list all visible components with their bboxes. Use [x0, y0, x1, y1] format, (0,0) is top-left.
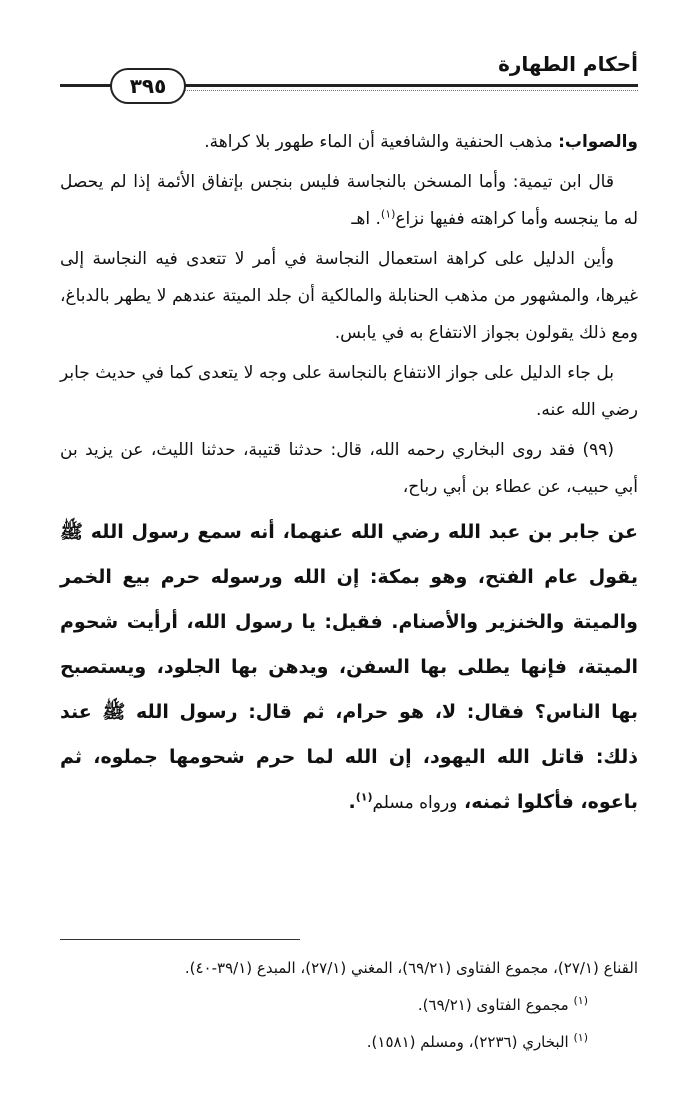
paragraph-end: . اهـ [351, 209, 381, 229]
footnote-2 [60, 1024, 638, 1061]
paragraph-text: بل جاء الدليل على جواز الانتفاع بالنجاسة على وجه لا يتعدى كما في حديث جابر رضي الله عنه. [60, 363, 638, 420]
footnotes [60, 950, 638, 1061]
footnote-continued: القناع (٢٧/١)، مجموع الفتاوى (٦٩/٢١)، المغني (٢٧/١)، المبدع (٣٩/١-٤٠). [184, 959, 638, 977]
paragraph-jabir [60, 355, 638, 429]
paragraph-correct-view [60, 124, 638, 161]
paragraph-evidence [60, 241, 638, 352]
paragraph-text: قال ابن تيمية: وأما المسخن بالنجاسة فليس بنجس بإتفاق الأئمة إذا لم يحصل له ما ينجسه وأما كراهته ففيها نزاع [60, 172, 638, 229]
hadith-text [60, 510, 638, 826]
paragraph-ibn-taymiyya [60, 164, 638, 238]
footnote-ref: (١) [355, 790, 373, 804]
paragraph-text: مذهب الحنفية والشافعية أن الماء طهور بلا كراهة. [204, 132, 553, 152]
main-text [60, 124, 638, 829]
footnote-text: مجموع الفتاوى (٦٩/٢١). [417, 996, 569, 1014]
footnote-number: (١) [573, 994, 588, 1007]
header-rule-dotted [180, 90, 638, 91]
footnote-divider [60, 939, 300, 940]
hadith-end: . [348, 791, 356, 813]
hadith-body: عن جابر بن عبد الله رضي الله عنهما، أنه سمع رسول الله ﷺ يقول عام الفتح، وهو بمكة: إن الله ورسوله حرم بيع الخمر والميتة والخنزير والأصنام. فقيل: يا رسول الله، أرأيت شحوم الميتة، فإنها يطلى بها السفن، ويدهن بها الجلود، ويستصبح بها الناس؟ فقال: لا، هو حرام، ثم قال: رسول الله ﷺ عند ذلك: قاتل الله اليهود، إن الله لما حرم شحومها جملوه، ثم باعوه، فأكلوا ثمنه، [60, 521, 638, 813]
hadith-tail: ورواه مسلم [372, 793, 458, 813]
page-number: ٣٩٥ [110, 68, 186, 104]
footnote-1 [60, 987, 638, 1024]
footnote-number: (١) [573, 1031, 588, 1044]
paragraph-text: (٩٩) فقد روى البخاري رحمه الله، قال: حدثنا قتيبة، حدثنا الليث، عن يزيد بن أبي حبيب، عن عطاء بن أبي رباح، [60, 440, 638, 497]
footnote-ref: (١) [380, 207, 396, 221]
paragraph-text: وأين الدليل على كراهة استعمال النجاسة في أمر لا تتعدى فيه النجاسة إلى غيرها، والمشهور من مذهب الحنابلة والمالكية أن جلد الميتة عندهم لا يطهر بالدباغ، ومع ذلك يقولون بجواز الانتفاع به في يابس. [60, 249, 638, 343]
keyword-correct: والصواب: [558, 132, 638, 152]
running-title: أحكام الطهارة [498, 52, 638, 76]
footnote-text: البخاري (٢٢٣٦)، ومسلم (١٥٨١). [366, 1033, 569, 1051]
paragraph-isnad [60, 432, 638, 506]
